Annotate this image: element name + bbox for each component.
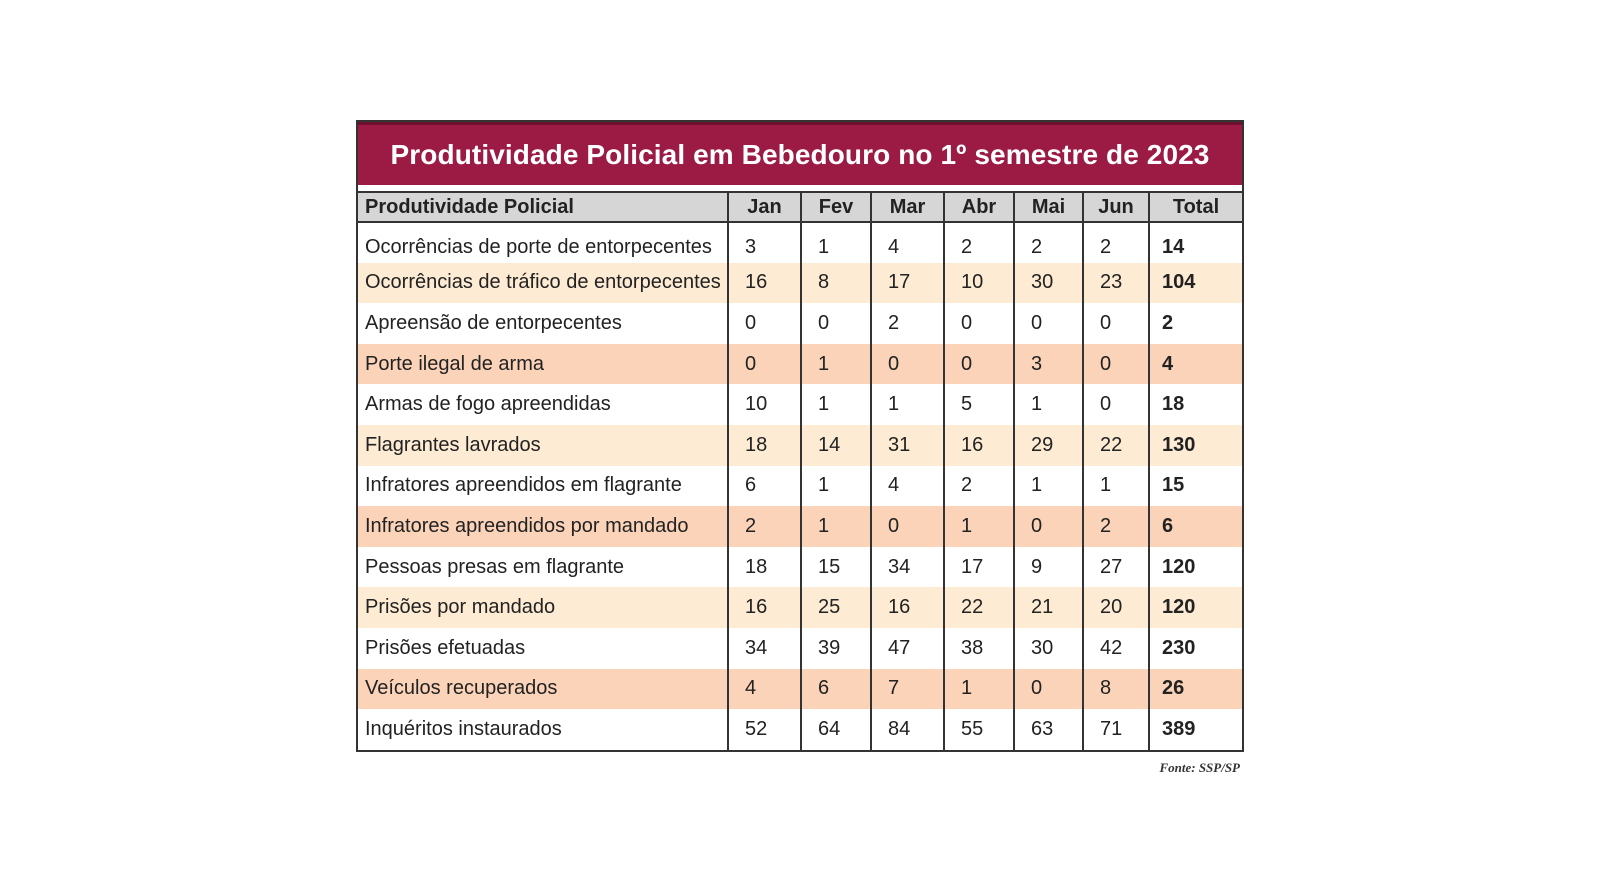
column-header-jun: Jun <box>1083 192 1149 222</box>
cell-total: 130 <box>1149 425 1242 466</box>
table-row <box>358 384 1242 425</box>
row-label: Ocorrências de tráfico de entorpecentes <box>365 271 721 294</box>
column-header-mar: Mar <box>871 192 944 222</box>
cell-value: 1 <box>1014 466 1083 507</box>
cell-total: 120 <box>1149 587 1242 628</box>
table-row <box>358 303 1242 344</box>
cell-value: 0 <box>1083 303 1149 344</box>
cell-total: 120 <box>1149 547 1242 588</box>
cell-value: 2 <box>944 222 1014 263</box>
column-header-jan: Jan <box>728 192 801 222</box>
cell-value: 71 <box>1083 709 1149 750</box>
cell-total: 2 <box>1149 303 1242 344</box>
table-body <box>358 222 1242 750</box>
cell-value: 1 <box>801 384 871 425</box>
cell-value: 2 <box>944 466 1014 507</box>
table-row <box>358 344 1242 385</box>
cell-value: 0 <box>801 303 871 344</box>
cell-value: 0 <box>1014 303 1083 344</box>
cell-value: 0 <box>1083 384 1149 425</box>
cell-value: 1 <box>871 384 944 425</box>
cell-value: 10 <box>944 263 1014 304</box>
cell-value: 8 <box>801 263 871 304</box>
table-row <box>358 506 1242 547</box>
cell-value: 39 <box>801 628 871 669</box>
cell-value: 16 <box>944 425 1014 466</box>
cell-value: 1 <box>801 344 871 385</box>
table-row <box>358 263 1242 304</box>
cell-value: 0 <box>944 344 1014 385</box>
table-row <box>358 547 1242 588</box>
cell-value: 1 <box>944 669 1014 710</box>
cell-value: 0 <box>1014 669 1083 710</box>
cell-value: 5 <box>944 384 1014 425</box>
cell-value: 55 <box>944 709 1014 750</box>
cell-value: 25 <box>801 587 871 628</box>
cell-value: 1 <box>801 466 871 507</box>
row-label: Veículos recuperados <box>365 677 558 700</box>
table-row <box>358 466 1242 507</box>
cell-value: 27 <box>1083 547 1149 588</box>
cell-value: 0 <box>871 344 944 385</box>
cell-value: 17 <box>871 263 944 304</box>
cell-value: 4 <box>871 466 944 507</box>
row-label: Flagrantes lavrados <box>365 433 541 456</box>
cell-value: 16 <box>871 587 944 628</box>
cell-total: 15 <box>1149 466 1242 507</box>
row-label: Inquéritos instaurados <box>365 717 562 740</box>
table-row <box>358 709 1242 750</box>
table-row <box>358 669 1242 710</box>
cell-value: 21 <box>1014 587 1083 628</box>
row-label: Porte ilegal de arma <box>365 352 544 375</box>
cell-value: 20 <box>1083 587 1149 628</box>
row-label: Infratores apreendidos em flagrante <box>365 474 682 497</box>
cell-total: 18 <box>1149 384 1242 425</box>
column-header-label: Produtividade Policial <box>358 192 728 222</box>
cell-value: 6 <box>801 669 871 710</box>
cell-value: 1 <box>801 506 871 547</box>
cell-value: 0 <box>871 506 944 547</box>
cell-value: 31 <box>871 425 944 466</box>
cell-value: 0 <box>1014 506 1083 547</box>
cell-value: 29 <box>1014 425 1083 466</box>
column-header-fev: Fev <box>801 192 871 222</box>
table-row <box>358 222 1242 263</box>
row-label: Prisões por mandado <box>365 596 556 619</box>
cell-value: 30 <box>1014 628 1083 669</box>
row-label: Armas de fogo apreendidas <box>365 393 611 416</box>
cell-total: 6 <box>1149 506 1242 547</box>
cell-value: 16 <box>728 263 801 304</box>
cell-value: 38 <box>944 628 1014 669</box>
cell-value: 4 <box>728 669 801 710</box>
cell-value: 3 <box>1014 344 1083 385</box>
row-label: Ocorrências de porte de entorpecentes <box>365 236 712 259</box>
cell-value: 0 <box>1083 344 1149 385</box>
cell-value: 1 <box>801 222 871 263</box>
column-header-mai: Mai <box>1014 192 1083 222</box>
cell-value: 30 <box>1014 263 1083 304</box>
cell-value: 14 <box>801 425 871 466</box>
cell-value: 2 <box>871 303 944 344</box>
cell-value: 18 <box>728 547 801 588</box>
cell-value: 3 <box>728 222 801 263</box>
column-header-abr: Abr <box>944 192 1014 222</box>
cell-total: 26 <box>1149 669 1242 710</box>
cell-value: 18 <box>728 425 801 466</box>
cell-value: 64 <box>801 709 871 750</box>
table-title: Produtividade Policial em Bebedouro no 1º semestre de 2023 <box>358 122 1242 185</box>
cell-value: 0 <box>944 303 1014 344</box>
cell-value: 1 <box>1083 466 1149 507</box>
column-header-total: Total <box>1149 192 1242 222</box>
row-label: Prisões efetuadas <box>365 636 526 659</box>
cell-value: 16 <box>728 587 801 628</box>
cell-value: 47 <box>871 628 944 669</box>
cell-value: 7 <box>871 669 944 710</box>
cell-value: 42 <box>1083 628 1149 669</box>
row-label: Infratores apreendidos por mandado <box>365 514 689 537</box>
cell-value: 1 <box>944 506 1014 547</box>
table-frame <box>356 120 1244 752</box>
cell-total: 14 <box>1149 222 1242 263</box>
cell-value: 52 <box>728 709 801 750</box>
cell-value: 2 <box>728 506 801 547</box>
cell-value: 1 <box>1014 384 1083 425</box>
cell-value: 23 <box>1083 263 1149 304</box>
cell-total: 230 <box>1149 628 1242 669</box>
header-row <box>358 192 1242 222</box>
source-note: Fonte: SSP/SP <box>1159 759 1240 775</box>
table-row <box>358 425 1242 466</box>
table-figure <box>356 120 1242 776</box>
cell-value: 9 <box>1014 547 1083 588</box>
cell-value: 2 <box>1083 222 1149 263</box>
cell-value: 2 <box>1014 222 1083 263</box>
cell-total: 104 <box>1149 263 1242 304</box>
row-label: Apreensão de entorpecentes <box>365 311 622 334</box>
row-label: Pessoas presas em flagrante <box>365 555 625 578</box>
table-row <box>358 587 1242 628</box>
cell-value: 0 <box>728 344 801 385</box>
cell-total: 4 <box>1149 344 1242 385</box>
cell-value: 34 <box>728 628 801 669</box>
cell-value: 2 <box>1083 506 1149 547</box>
cell-value: 6 <box>728 466 801 507</box>
cell-value: 22 <box>1083 425 1149 466</box>
cell-value: 22 <box>944 587 1014 628</box>
cell-value: 84 <box>871 709 944 750</box>
data-table <box>358 191 1242 750</box>
cell-value: 34 <box>871 547 944 588</box>
cell-value: 0 <box>728 303 801 344</box>
cell-value: 10 <box>728 384 801 425</box>
cell-value: 8 <box>1083 669 1149 710</box>
cell-value: 4 <box>871 222 944 263</box>
cell-value: 17 <box>944 547 1014 588</box>
table-row <box>358 628 1242 669</box>
cell-value: 15 <box>801 547 871 588</box>
cell-total: 389 <box>1149 709 1242 750</box>
cell-value: 63 <box>1014 709 1083 750</box>
